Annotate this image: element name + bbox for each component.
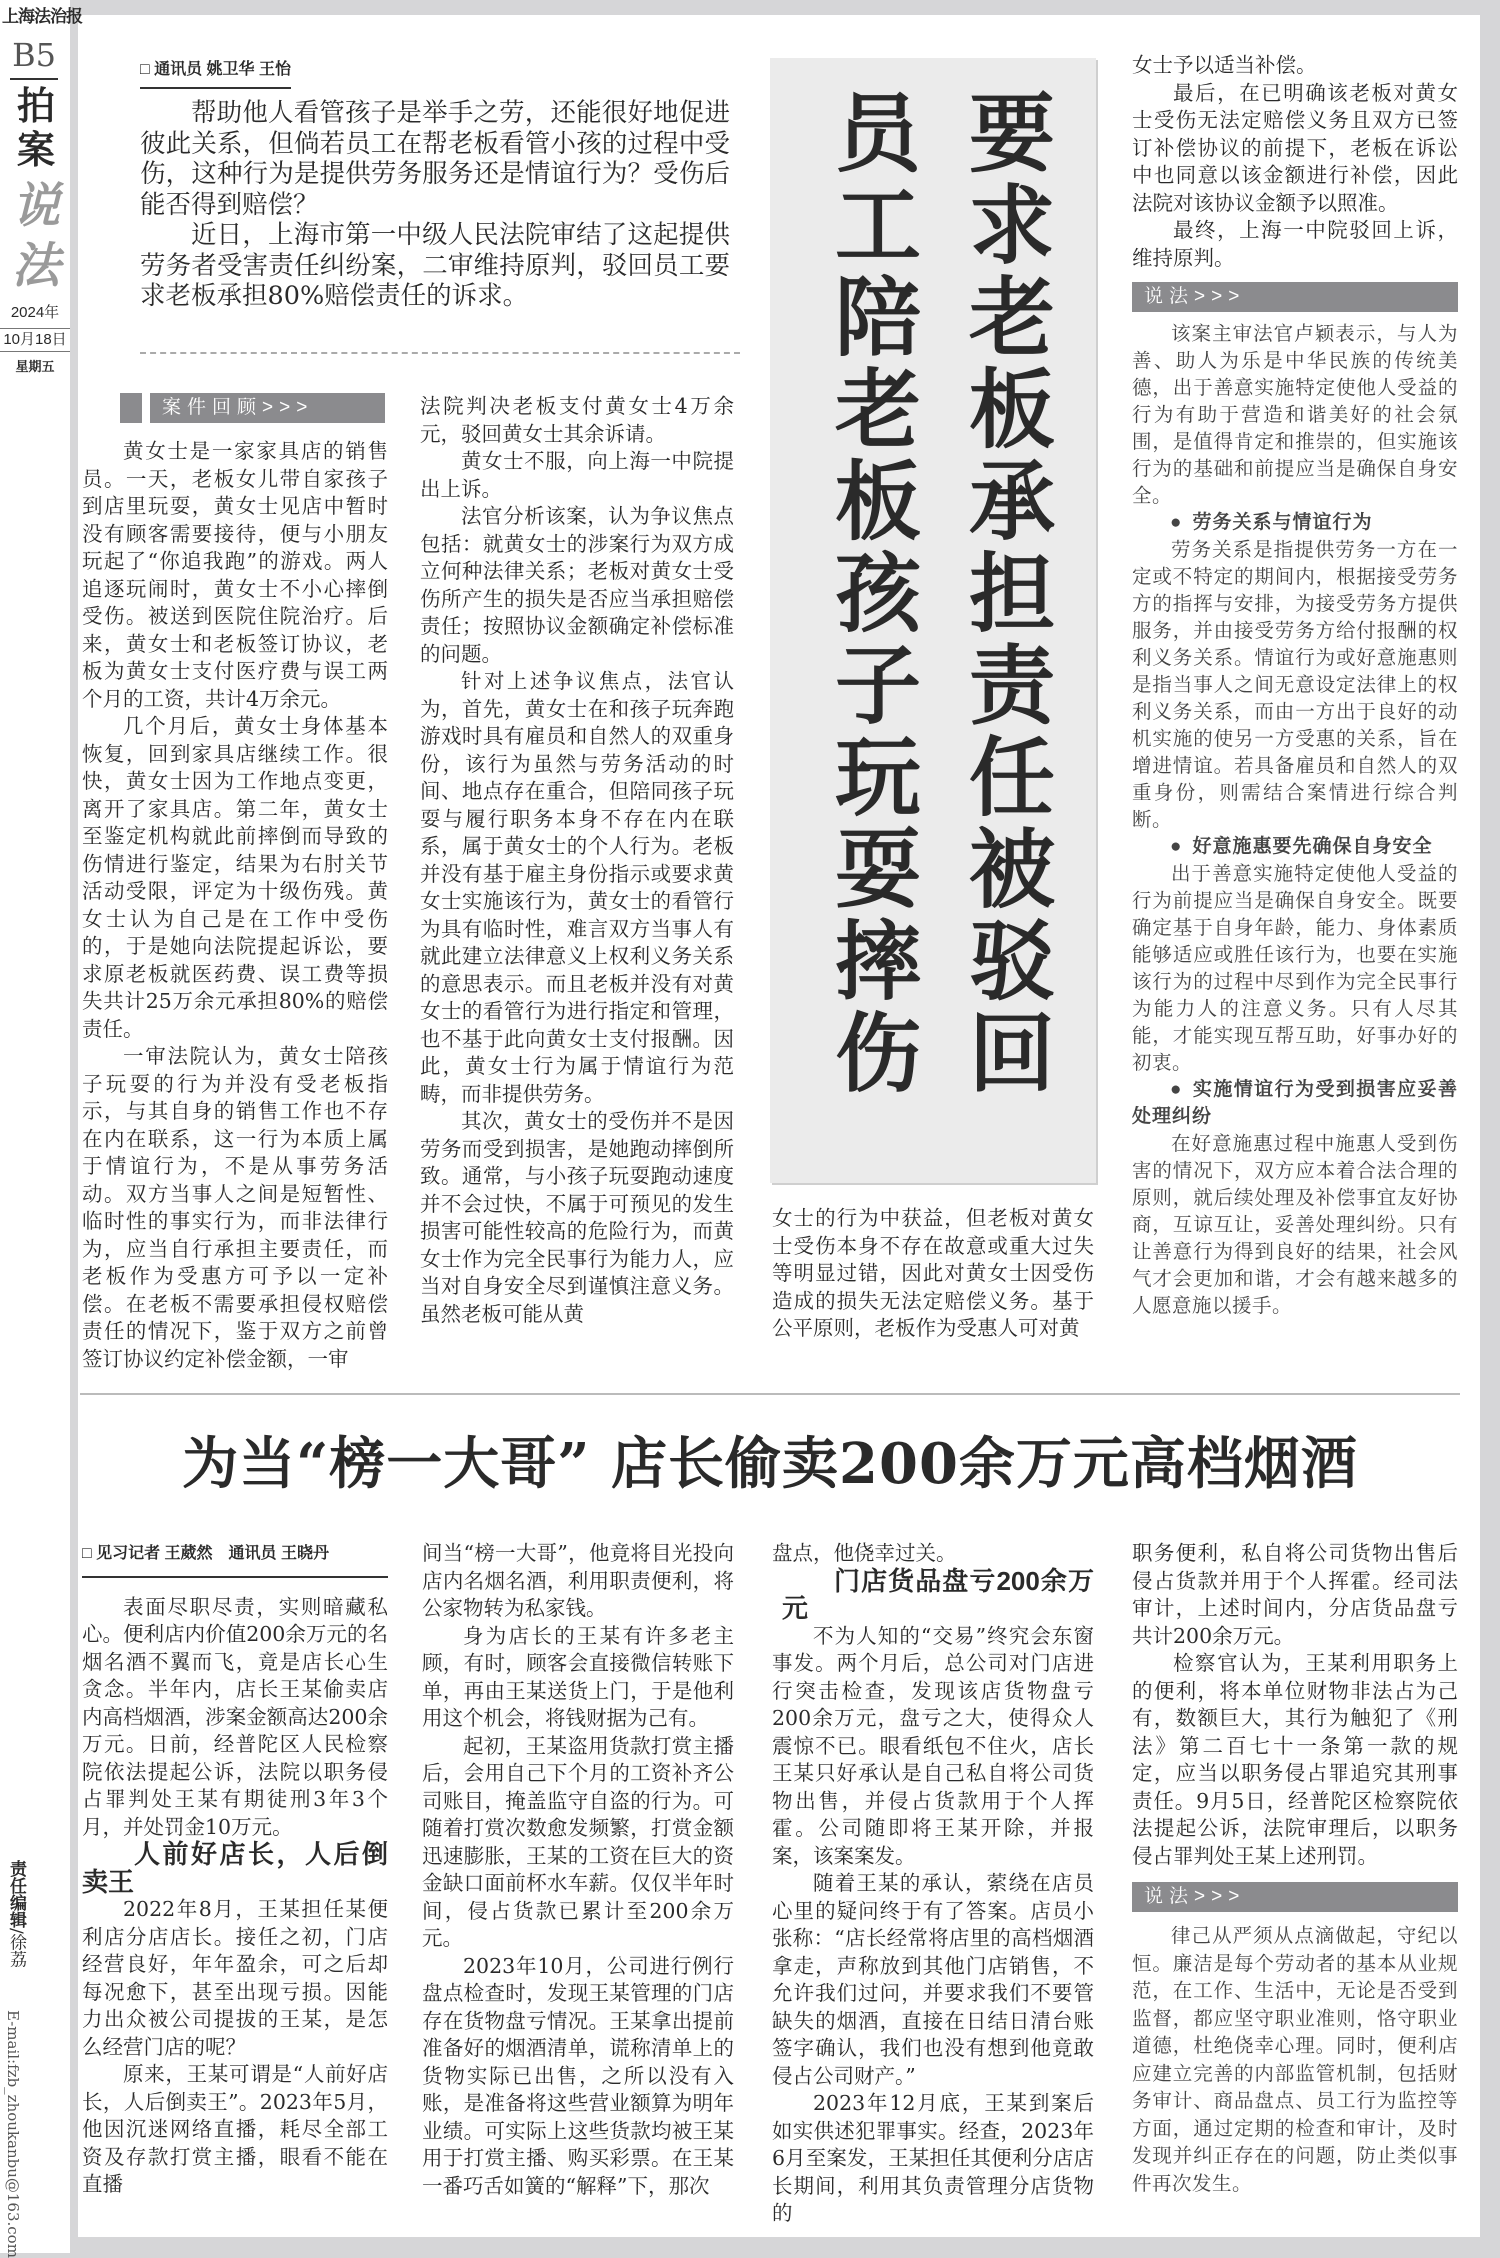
article1-title-line-2: 员工陪老板孩子玩耍摔伤 [820,88,921,1100]
body-paragraph: 其次，黄女士的受伤并不是因劳务而受到损害，是她跑动摔倒所致。通常，与小孩子玩耍跑动速度并不会过快，不属于可预见的发生损害可能性较高的危险行为，而黄女士作为完全民事行为能力人，应当对自身安全尽到谨慎注意义务。虽然老板可能从黄 [420,1109,734,1326]
section-header-law: 说法>>> [1132,1882,1458,1912]
body-paragraph: 表面尽职尽责，实则暗藏私心。便利店内价值200余万元的名烟名酒不翼而飞，竟是店长心生贪念。半年内，店长王某偷卖店内高档烟酒，涉案金额高达200余万元。日前，经普陀区人民检察院依法提起公诉，法院以职务侵占罪判处王某有期徒刑3年3个月，并处罚金10万元。 [82,1594,388,1839]
article1-column-3 [772,1205,1094,1343]
masthead [0,0,82,2258]
body-paragraph: 法院判决老板支付黄女士4万余元，驳回黄女士其余诉请。 [420,394,734,446]
article1-column-2 [420,393,734,1328]
subheading: 人前好店长，人后倒卖王 [82,1839,388,1897]
law-intro: 该案主审法官卢颖表示，与人为善、助人为乐是中华民族的传统美德，出于善意实施特定使他人受益的行为有助于营造和谐美好的社会氛围，是值得肯定和推崇的，但实施该行为的基础和前提应当是确保自身安全。 [1132,322,1458,507]
body-paragraph: 起初，王某盗用货款打赏主播后，会用自己下个月的工资补齐公司账目，掩盖监守自盗的行为。可随着打赏次数愈发频繁，打赏金额迅速膨胀，王某的工资在巨大的资金缺口面前杯水车薪。仅仅半年时间，侵占货款已累计至200余万元。 [422,1733,734,1950]
law-commentary: 律己从严须从点滴做起，守纪以恒。廉洁是每个劳动者的基本从业规范，在工作、生活中，无论是否受到监督，都应坚守职业准则，恪守职业道德，杜绝侥幸心理。同时，便利店应建立完善的内部监管机制，包括财务审计、商品盘点、员工行为监控等方面，通过定期的检查和审计，及时发现并纠正存在的问题，防止类似事件再次发生。 [1132,1924,1458,2195]
body-paragraph: 检察官认为，王某利用职务上的便利，将本单位财物非法占为己有，数额巨大，其行为触犯了《刑法》第二百七十一条第一款的规定，应当以职务侵占罪追究其刑事责任。9月5日，经普陀区检察院依法提起公诉，法院审理后，以职务侵占罪判处王某上述刑罚。 [1132,1651,1458,1868]
dashed-divider [140,352,740,354]
body-paragraph: 原来，王某可谓是“人前好店长，人后倒卖王”。2023年5月，他因沉迷网络直播，耗尽全部工资及存款打赏主播，眼看不能在直播 [82,2062,388,2196]
editor-credit [4,1860,29,1968]
paper-logo: 上海法治报 [2,7,82,27]
body-paragraph: 一审法院认为，黄女士陪孩子玩耍的行为并没有受老板指示，与其自身的销售工作也不存在内在联系，这一行为本质上属于情谊行为，不是从事劳务活动。双方当事人之间是短暂性、临时性的事实行为，而非法律行为，应当自行承担主要责任，而老板作为受惠方可予以一定补偿。在老板不需要承担侵权赔偿责任的情况下，鉴于双方之前曾签订协议约定补偿金额，一审 [82,1044,388,1371]
body-paragraph: 随着王某的承认，萦绕在店员心里的疑问终于有了答案。店员小张称：“店长经常将店里的高档烟酒拿走，声称放到其他门店销售，不允许我们过问，并要求我们不要管缺失的烟酒，直接在日结日清台账签字确认，我们也没有想到他竟敢侵占公司财产。” [772,1871,1094,2088]
body-paragraph: 2023年12月底，王某到案后如实供述犯罪事实。经查，2023年6月至案发，王某担任其便利分店店长期间，利用其负责管理分店货物的 [772,2091,1094,2225]
weekday: 星期五 [15,359,55,374]
body-paragraph: 黄女士是一家家具店的销售员。一天，老板女儿带自家孩子到店里玩耍，黄女士见店中暂时没有顾客需要接待，便与小朋友玩起了“你追我跑”的游戏。两人追逐玩闹时，黄女士不小心摔倒受伤。被送到医院住院治疗。后来，黄女士和老板签订协议，老板为黄女士支付医疗费与误工两个月的工资，共计4万余元。 [82,439,388,711]
body-paragraph: 职务便利，私自将公司货物出售后侵占货款并用于个人挥霍。经司法审计，上述时间内，分店货品盘亏共计200余万元。 [1132,1541,1458,1648]
body-paragraph: 法官分析该案，认为争议焦点包括：就黄女士的涉案行为双方成立何种法律关系；老板对黄女士受伤所产生的损失是否应当承担赔偿责任；按照协议金额确定补偿标准的问题。 [420,504,734,666]
law-point-heading: ● 劳务关系与情谊行为 [1132,509,1458,536]
article1-title-box [770,58,1096,1183]
body-paragraph: 女士予以适当补偿。 [1132,53,1317,77]
body-paragraph: 2023年10月，公司进行例行盘点检查时，发现王某管理的门店存在货物盘亏情况。王某拿出提前准备好的烟酒清单，谎称清单上的货物实际已出售，之所以没有入账，是准备将这些营业额算为明年业绩。可实际上这些货款均被王某用于打赏主播、购买彩票。在王某一番巧舌如簧的“解释”下，那次 [422,1953,734,2198]
article1-title-line-1: 要求老板承担责任被驳回 [954,88,1055,1100]
page-number: B5 [10,36,58,80]
body-paragraph: 黄女士不服，向上海一中院提出上诉。 [420,449,734,501]
article2-column-1 [82,1540,388,2199]
article2-headline: 为当“榜一大哥” 店长偷卖200余万元高档烟酒 [182,1431,1358,1497]
body-paragraph: 最终，上海一中院驳回上诉，维持原判。 [1132,218,1458,270]
law-point-heading: ● 好意施惠要先确保自身安全 [1132,833,1458,860]
article1-column-4 [1132,52,1458,1319]
law-point-text: 出于善意实施特定使他人受益的行为前提应当是确保自身安全。既要确定基于自身年龄，能力、身体素质能够适应或胜任该行为，也要在实施该行为的过程中尽到作为完全民事行为能力人的注意义务。只有人尽其能，才能实现互帮互助，好事办好的初衷。 [1132,862,1458,1074]
article2-byline: □ 见习记者 王葳然 通讯员 王晓丹 [82,1540,388,1578]
subheading: 门店货品盘亏200余万元 [782,1565,1094,1623]
law-commentary [1132,320,1458,1319]
column-name-2: 说法 [12,178,61,294]
section-header-law: 说法>>> [1132,282,1458,312]
section-header-case-review: 案件回顾>>> [150,393,385,423]
article1-byline: □ 通讯员 姚卫华 王怡 [140,56,291,89]
body-paragraph: 女士的行为中获益，但老板对黄女士受伤本身不存在故意或重大过失等明显过错，因此对黄女士因受伤造成的损失无法定赔偿义务。基于公平原则，老板作为受惠人可对黄 [772,1206,1094,1340]
law-point-text: 劳务关系是指提供劳务一方在一定或不特定的期间内，根据接受劳务方的指挥与安排，为接受劳务方提供服务，并由接受劳务方给付报酬的权利义务关系。情谊行为或好意施惠则是指当事人之间无意设定法律上的权利义务关系，而由一方出于良好的动机实施的使另一方受惠的关系，旨在增进情谊。若具备雇员和自然人的双重身份，则需结合案情进行综合判断。 [1132,538,1458,831]
intro-paragraph: 近日，上海市第一中级人民法院审结了这起提供劳务者受害责任纠纷案，二审维持原判，驳回员工要求老板承担80%赔偿责任的诉求。 [140,220,730,311]
section-marker [120,393,142,423]
body-paragraph: 几个月后，黄女士身体基本恢复，回到家具店继续工作。很快，黄女士因为工作地点变更，离开了家具店。第二年，黄女士至鉴定机构就此前摔倒而导致的伤情进行鉴定，结果为右肘关节活动受限，评定为十级伤残。黄女士认为自己是在工作中受伤的，于是她向法院提起诉讼，要求原老板就医药费、误工费等损失共计25万余元承担80%的赔偿责任。 [82,714,388,1041]
article1-intro [140,98,730,312]
intro-paragraph: 帮助他人看管孩子是举手之劳，还能很好地促进彼此关系，但倘若员工在帮老板看管小孩的过程中受伤，这种行为是提供劳务服务还是情谊行为？受伤后能否得到赔偿？ [140,98,730,220]
editor-name: /徐荔 [6,1928,26,1968]
column-name-1: 拍案 [16,83,55,172]
body-paragraph: 不为人知的“交易”终究会东窗事发。两个月后，总公司对门店进行突击检查，发现该店货物盘亏200余万元，盘亏之大，使得众人震惊不已。眼看纸包不住火，店长王某只好承认是自己私自将公司货物出售，并侵占货款用于个人挥霍。公司随即将王某开除，并报案，该案案发。 [772,1623,1094,1868]
body-paragraph: 盘点，他侥幸过关。 [772,1541,957,1565]
article1-column-1 [82,438,388,1373]
article-divider [80,1393,1460,1395]
body-paragraph: 最后，在已明确该老板对黄女士受伤无法定赔偿义务且双方已签订补偿协议的前提下，老板在诉讼中也同意以该金额进行补偿，因此法院对该协议金额予以照准。 [1132,80,1458,215]
article2-column-3 [772,1540,1094,2228]
body-paragraph: 间当“榜一大哥”，他竟将目光投向店内名烟名酒，利用职责便利，将公家物转为私家钱。 [422,1541,734,1620]
body-paragraph: 2022年8月，王某担任某便利店分店店长。接任之初，门店经营良好，年年盈余，可之后却每况愈下，甚至出现亏损。因能力出众被公司提拔的王某，是怎么经营门店的呢？ [82,1897,388,2059]
date: 10月18日 [0,328,70,352]
law-point-text: 在好意施惠过程中施惠人受到伤害的情况下，双方应本着合法合理的原则，就后续处理及补偿事宜友好协商，互谅互让，妥善处理纠纷。只有让善意行为得到良好的结果，社会风气才会更加和谐，才会有越来越多的人愿意施以援手。 [1132,1132,1458,1317]
body-paragraph: 针对上述争议焦点，法官认为，首先，黄女士在和孩子玩奔跑游戏时具有雇员和自然人的双重身份，该行为虽然与劳务活动的时间、地点存在重合，但陪同孩子玩耍与履行职务本身不存在内在联系，属于黄女士的个人行为。老板并没有基于雇主身份指示或要求黄女士实施该行为，黄女士的看管行为具有临时性，难言双方当事人有就此建立法律意义上权利义务关系的意思表示。而且老板并没有对黄女士的看管行为进行指定和管理，也不基于此向黄女士支付报酬。因此，黄女士行为属于情谊行为范畴，而非提供劳务。 [420,669,734,1106]
law-point-heading: ● 实施情谊行为受到损害应妥善处理纠纷 [1132,1076,1458,1130]
body-paragraph: 身为店长的王某有许多老主顾，有时，顾客会直接微信转账下单，再由王某送货上门，于是他利用这个机会，将钱财据为己有。 [422,1623,734,1730]
editor-email: E-mail:fzb_zhoukanbu@163.com [4,2010,22,2258]
article2-column-4 [1132,1540,1458,2197]
editor-label: 责任编辑 [7,1860,26,1928]
article2-column-2 [422,1540,734,2200]
year: 2024年 [10,304,60,321]
